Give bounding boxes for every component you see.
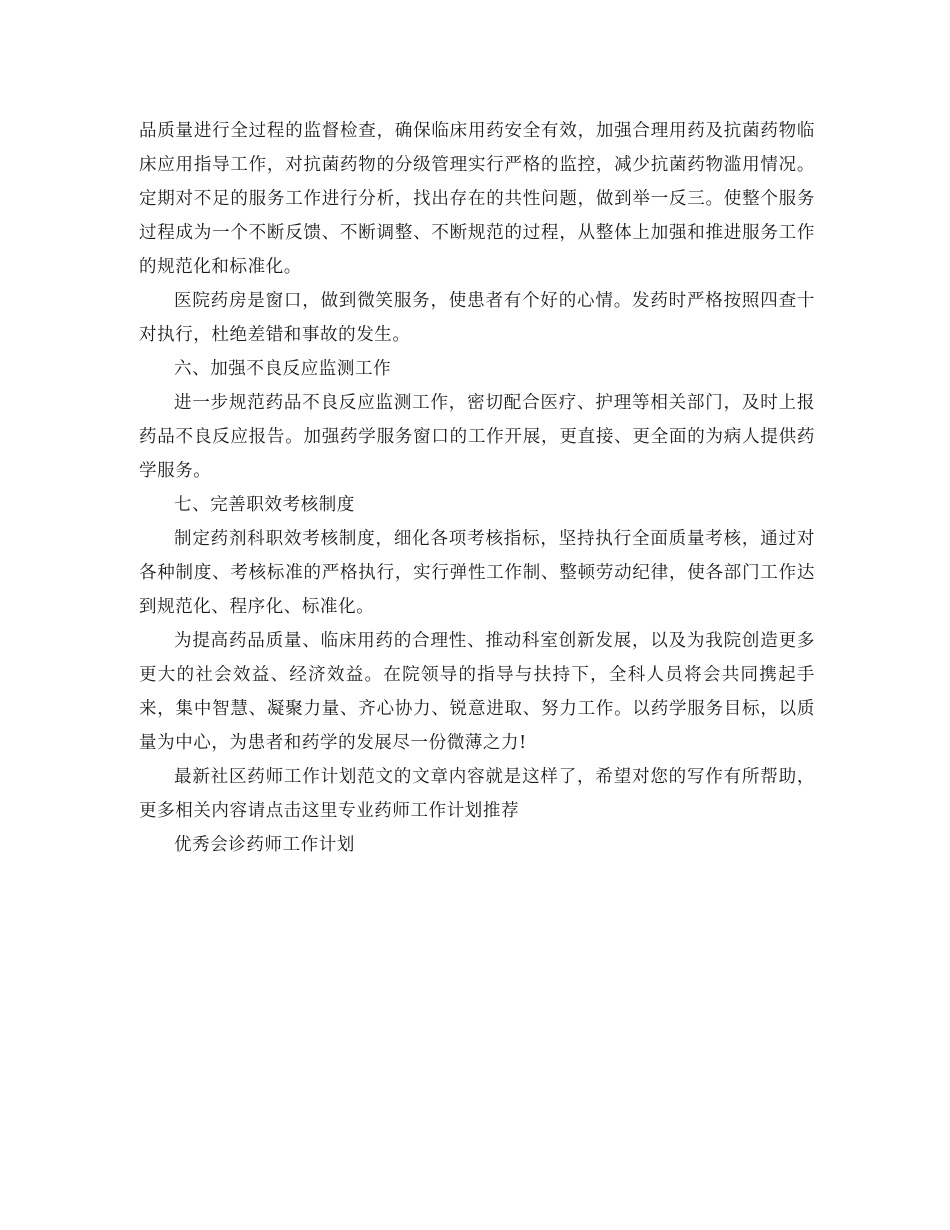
related-article-link[interactable]: 优秀会诊药师工作计划 xyxy=(174,835,355,855)
section-heading-adverse-reaction: 六、加强不良反应监测工作 xyxy=(174,359,392,379)
paragraph-adverse-reaction: 进一步规范药品不良反应监测工作，密切配合医疗、护理等相关部门，及时上报药品不良反应报告。加强药学服务窗口的工作开展，更直接、更全面的为病人提供药学服务。 xyxy=(139,393,815,481)
section-heading-performance-appraisal: 七、完善职效考核制度 xyxy=(174,495,355,515)
paragraph-conclusion: 为提高药品质量、临床用药的合理性、推动科室创新发展，以及为我院创造更多更大的社会效益、经济效益。在院领导的指导与扶持下，全科人员将会共同携起手来，集中智慧、凝聚力量、齐心协力、锐意进取、努力工作。以药学服务目标，以质量为中心，为患者和药学的发展尽一份微薄之力! xyxy=(139,631,815,753)
paragraph-quality-supervision: 品质量进行全过程的监督检查，确保临床用药安全有效，加强合理用药及抗菌药物临床应用指导工作，对抗菌药物的分级管理实行严格的监控，减少抗菌药物滥用情况。定期对不足的服务工作进行分析，找出存在的共性问题，做到举一反三。使整个服务过程成为一个不断反馈、不断调整、不断规范的过程，从整体上加强和推进服务工作的规范化和标准化。 xyxy=(139,121,815,277)
document-body xyxy=(139,114,815,862)
recommended-plans-link[interactable]: 专业药师工作计划推荐 xyxy=(338,801,520,821)
closing-note-text: 最新社区药师工作计划范文的文章内容就是这样了，希望对您的写作有所帮助，更多相关内容请点击这里 xyxy=(139,767,815,821)
paragraph-pharmacy-window: 医院药房是窗口，做到微笑服务，使患者有个好的心情。发药时严格按照四查十对执行，杜绝差错和事故的发生。 xyxy=(139,291,815,345)
paragraph-closing-note xyxy=(139,760,815,828)
paragraph-performance-appraisal: 制定药剂科职效考核制度，细化各项考核指标，坚持执行全面质量考核，通过对各种制度、考核标准的严格执行，实行弹性工作制、整顿劳动纪律，使各部门工作达到规范化、程序化、标准化。 xyxy=(139,529,815,617)
related-article-item xyxy=(139,828,815,862)
